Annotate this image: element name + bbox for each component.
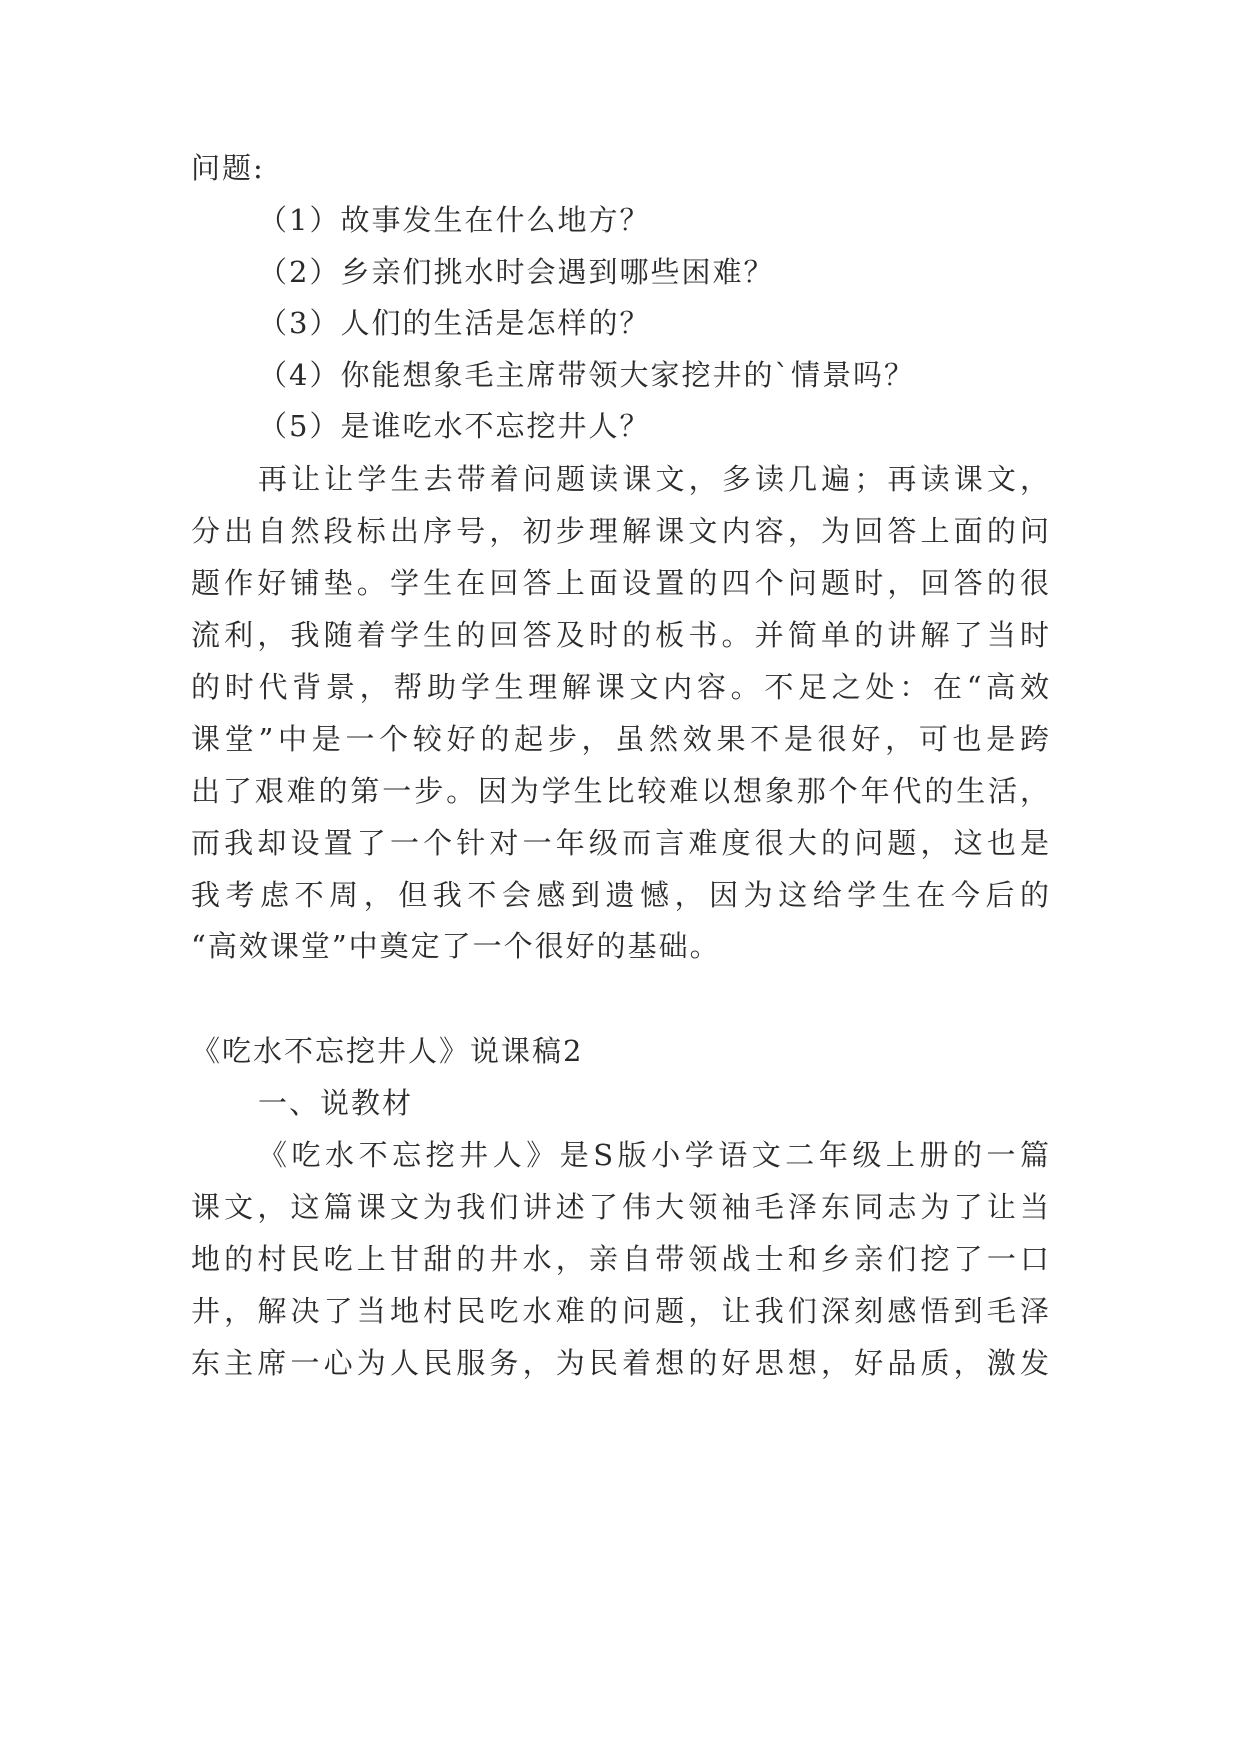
question-3: （3）人们的生活是怎样的？ [258, 306, 651, 340]
paragraph-line: 《吃水不忘挖井人》是S版小学语文二年级上册的一篇 [258, 1138, 1051, 1172]
paragraph-line: 地的村民吃上甘甜的井水，亲自带领战士和乡亲们挖了一口 [191, 1242, 1051, 1276]
paragraph-line: 的时代背景，帮助学生理解课文内容。不足之处：在“高效 [191, 670, 1051, 704]
question-2: （2）乡亲们挑水时会遇到哪些困难？ [258, 255, 775, 289]
paragraph-line: 而我却设置了一个针对一年级而言难度很大的问题，这也是 [191, 826, 1051, 860]
questions-label: 问题: [191, 151, 265, 185]
paragraph-line: 题作好铺垫。学生在回答上面设置的四个问题时，回答的很 [191, 566, 1051, 600]
paragraph-line: 再让让学生去带着问题读课文，多读几遍；再读课文， [258, 462, 1051, 496]
section-title: 《吃水不忘挖井人》说课稿2 [191, 1034, 584, 1068]
paragraph-line: 流利，我随着学生的回答及时的板书。并简单的讲解了当时 [191, 618, 1051, 652]
question-5: （5）是谁吃水不忘挖井人？ [258, 409, 651, 443]
paragraph-line: 课文，这篇课文为我们讲述了伟大领袖毛泽东同志为了让当 [191, 1190, 1051, 1224]
paragraph-line: 我考虑不周，但我不会感到遗憾，因为这给学生在今后的 [191, 878, 1051, 912]
paragraph-line: 出了艰难的第一步。因为学生比较难以想象那个年代的生活， [191, 774, 1051, 808]
paragraph-line: 东主席一心为人民服务，为民着想的好思想，好品质，激发 [191, 1346, 1051, 1380]
paragraph-line: 课堂”中是一个较好的起步，虽然效果不是很好，可也是跨 [191, 722, 1051, 756]
question-4: （4）你能想象毛主席带领大家挖井的`情景吗？ [258, 358, 915, 392]
question-1: （1）故事发生在什么地方？ [258, 203, 651, 237]
paragraph-line-last: “高效课堂”中奠定了一个很好的基础。 [191, 929, 721, 963]
subheading: 一、说教材 [258, 1086, 414, 1120]
paragraph-line: 井，解决了当地村民吃水难的问题，让我们深刻感悟到毛泽 [191, 1294, 1051, 1328]
paragraph-line: 分出自然段标出序号，初步理解课文内容，为回答上面的问 [191, 514, 1051, 548]
